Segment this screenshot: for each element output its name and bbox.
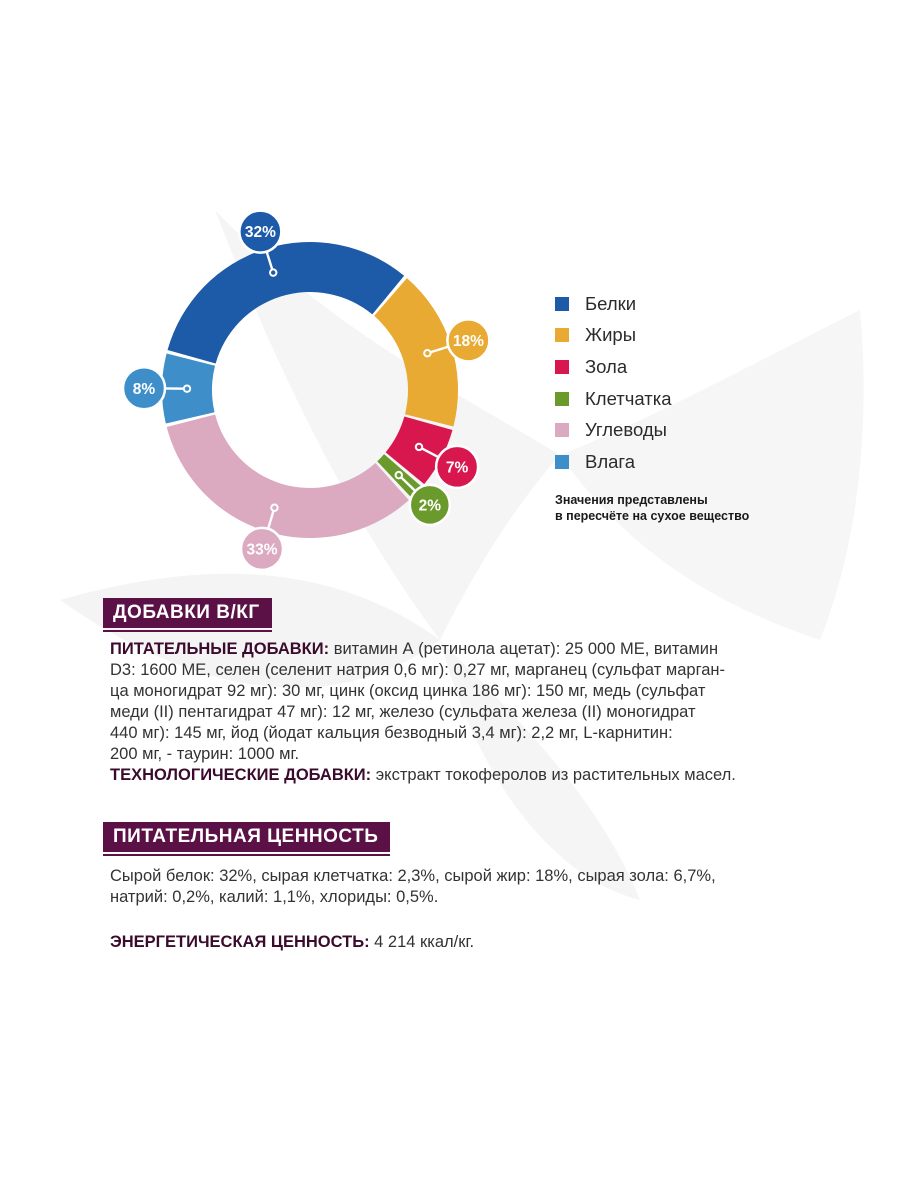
composition-text (110, 866, 810, 908)
legend-item-5 (555, 446, 749, 478)
additives-line: 440 мг): 145 мг, йод (йодат кальция безводный 3,4 мг): 2,2 мг, L-карнитин: (110, 724, 673, 742)
composition-line: натрий: 0,2%, калий: 1,1%, хлориды: 0,5%. (110, 888, 439, 906)
legend-item-1 (555, 320, 749, 352)
donut-slice-4 (167, 415, 409, 538)
legend-note-line: в пересчёте на сухое вещество (555, 508, 750, 523)
legend-label: Белки (585, 292, 637, 314)
slice-label-0: 32% (244, 224, 276, 242)
additives-line-text: витамин А (ретинола ацетат): 25 000 МЕ, витамин (329, 640, 719, 658)
slice-label-3: 2% (418, 497, 442, 515)
additives-text (110, 639, 810, 786)
legend-swatch (555, 360, 569, 374)
additives-line: меди (II) пентагидрат 47 мг): 12 мг, железо (сульфата железа (II) моногидрат (110, 703, 696, 721)
legend-note (555, 492, 749, 524)
legend-swatch (555, 328, 569, 342)
legend-label: Углеводы (585, 419, 667, 441)
composition-line: Сырой белок: 32%, сырая клетчатка: 2,3%, сырой жир: 18%, сырая зола: 6,7%, (110, 867, 716, 885)
additives-line: 200 мг, - таурин: 1000 мг. (110, 745, 300, 763)
donut-slice-1 (374, 278, 458, 426)
technological-additives-label: ТЕХНОЛОГИЧЕСКИЕ ДОБАВКИ: (110, 766, 372, 784)
energy-label: ЭНЕРГЕТИЧЕСКАЯ ЦЕННОСТЬ: (110, 933, 370, 951)
additives-line: D3: 1600 МЕ, селен (селенит натрия 0,6 мг): 0,27 мг, марганец (сульфат марган- (110, 661, 726, 679)
slice-label-5: 8% (132, 380, 156, 398)
nutritional-additives-label: ПИТАТЕЛЬНЫЕ ДОБАВКИ: (110, 640, 330, 658)
slice-label-2: 7% (445, 459, 469, 477)
slice-label-4: 33% (246, 541, 278, 559)
energy-value: 4 214 ккал/кг. (369, 933, 475, 951)
energy-text (110, 932, 810, 953)
legend-item-3 (555, 383, 749, 415)
legend-label: Влага (585, 450, 636, 472)
technological-additives-line (110, 765, 810, 786)
nutritional-value-title: ПИТАТЕЛЬНАЯ ЦЕННОСТЬ (113, 826, 379, 847)
legend-swatch (555, 455, 569, 469)
legend-label: Клетчатка (585, 387, 672, 409)
slice-label-1: 18% (452, 332, 484, 350)
additives-header (103, 598, 272, 628)
additives-line: ца моногидрат 92 мг): 30 мг, цинк (оксид цинка 186 мг): 150 мг, медь (сульфат (110, 682, 706, 700)
additives-line (110, 639, 810, 660)
legend-swatch (555, 423, 569, 437)
technological-additives-text: экстракт токоферолов из растительных масел. (371, 766, 736, 784)
donut-slice-0 (168, 242, 405, 363)
legend-label: Зола (585, 355, 628, 377)
nutritional-value-header (103, 822, 390, 852)
legend-swatch (555, 392, 569, 406)
legend-item-0 (555, 288, 749, 320)
legend-label: Жиры (585, 324, 637, 346)
additives-title: ДОБАВКИ В/КГ (113, 602, 260, 623)
legend-item-2 (555, 351, 749, 383)
energy-line (110, 932, 810, 953)
legend-swatch (555, 297, 569, 311)
legend-item-4 (555, 414, 749, 446)
donut-chart (100, 220, 520, 600)
chart-legend (555, 288, 749, 524)
legend-note-line: Значения представлены (555, 492, 708, 507)
